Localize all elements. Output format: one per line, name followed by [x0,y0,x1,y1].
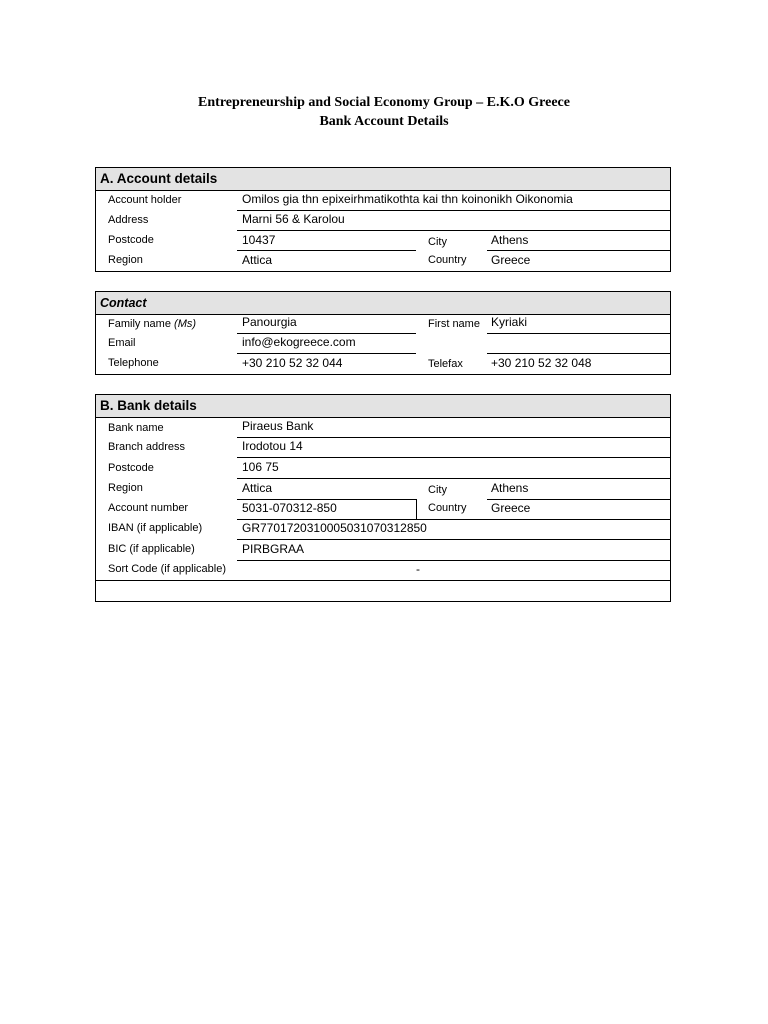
contact-heading: Contact [96,292,670,315]
bank-region-value: Attica [242,481,273,495]
contact-section [95,291,671,375]
iban-label: IBAN (if applicable) [108,522,203,534]
region-label: Region [108,254,143,266]
email-label: Email [108,337,136,349]
bank-country-value: Greece [491,501,531,515]
telephone-value: +30 210 52 32 044 [242,356,343,370]
iban-rule [237,539,670,540]
address-value: Marni 56 & Karolou [242,212,345,226]
account-holder-rule [237,210,670,211]
email-right-rule [487,353,670,354]
postcode-rule [237,250,416,251]
family-name-title: (Ms) [174,318,197,330]
bank-name-rule [237,437,670,438]
country-label: Country [428,254,467,266]
sort-code-rule [96,580,670,581]
account-number-value: 5031-070312-850 [242,501,337,515]
branch-address-label: Branch address [108,441,186,453]
family-name-rule [237,333,416,334]
country-value: Greece [491,253,531,267]
bank-city-rule [487,499,670,500]
address-label: Address [108,214,149,226]
bank-region-label: Region [108,482,143,494]
region-value: Attica [242,253,273,267]
postcode-value: 10437 [242,233,276,247]
account-number-label: Account number [108,502,189,514]
bic-rule [237,560,670,561]
address-rule [237,230,670,231]
bank-country-label: Country [428,502,467,514]
family-name-value: Panourgia [242,315,297,329]
document-title: Entrepreneurship and Social Economy Group – E.K.O Greece [198,95,570,110]
account-number-rule [237,519,670,520]
bank-city-value: Athens [491,481,529,495]
telefax-value: +30 210 52 32 048 [491,356,592,370]
bank-region-rule [237,499,416,500]
bic-label: BIC (if applicable) [108,543,195,555]
first-name-value: Kyriaki [491,315,528,329]
bank-name-value: Piraeus Bank [242,419,314,433]
city-value: Athens [491,233,529,247]
account-holder-label: Account holder [108,194,182,206]
city-label: City [428,236,447,248]
postcode-label: Postcode [108,234,154,246]
email-rule [237,353,416,354]
bank-details-heading: B. Bank details [96,395,670,418]
telefax-label: Telefax [428,358,463,370]
bank-postcode-label: Postcode [108,462,154,474]
branch-address-value: Irodotou 14 [242,439,303,453]
bank-details-section [95,394,671,602]
iban-value: GR7701720310005031070312850 [242,521,427,535]
account-details-heading: A. Account details [96,168,670,191]
branch-address-rule [237,457,670,458]
first-name-label: First name [428,318,480,330]
account-number-divider [416,499,417,519]
telephone-label: Telephone [108,357,159,369]
bank-city-label: City [428,484,447,496]
family-name-label: Family name (Ms) [108,318,197,330]
document-subtitle: Bank Account Details [319,114,449,129]
bic-value: PIRBGRAA [242,542,305,556]
sort-code-value: - [416,562,420,576]
bank-postcode-rule [237,478,670,479]
account-holder-value: Omilos gia thn epixeirhmatikothta kai thn koinonikh Oikonomia [242,192,573,206]
city-rule [487,250,670,251]
bank-postcode-value: 106 75 [242,460,279,474]
sort-code-label: Sort Code (if applicable) [108,563,227,575]
email-value: info@ekogreece.com [242,335,356,349]
bank-name-label: Bank name [108,422,164,434]
account-details-section [95,167,671,272]
first-name-rule [487,333,670,334]
